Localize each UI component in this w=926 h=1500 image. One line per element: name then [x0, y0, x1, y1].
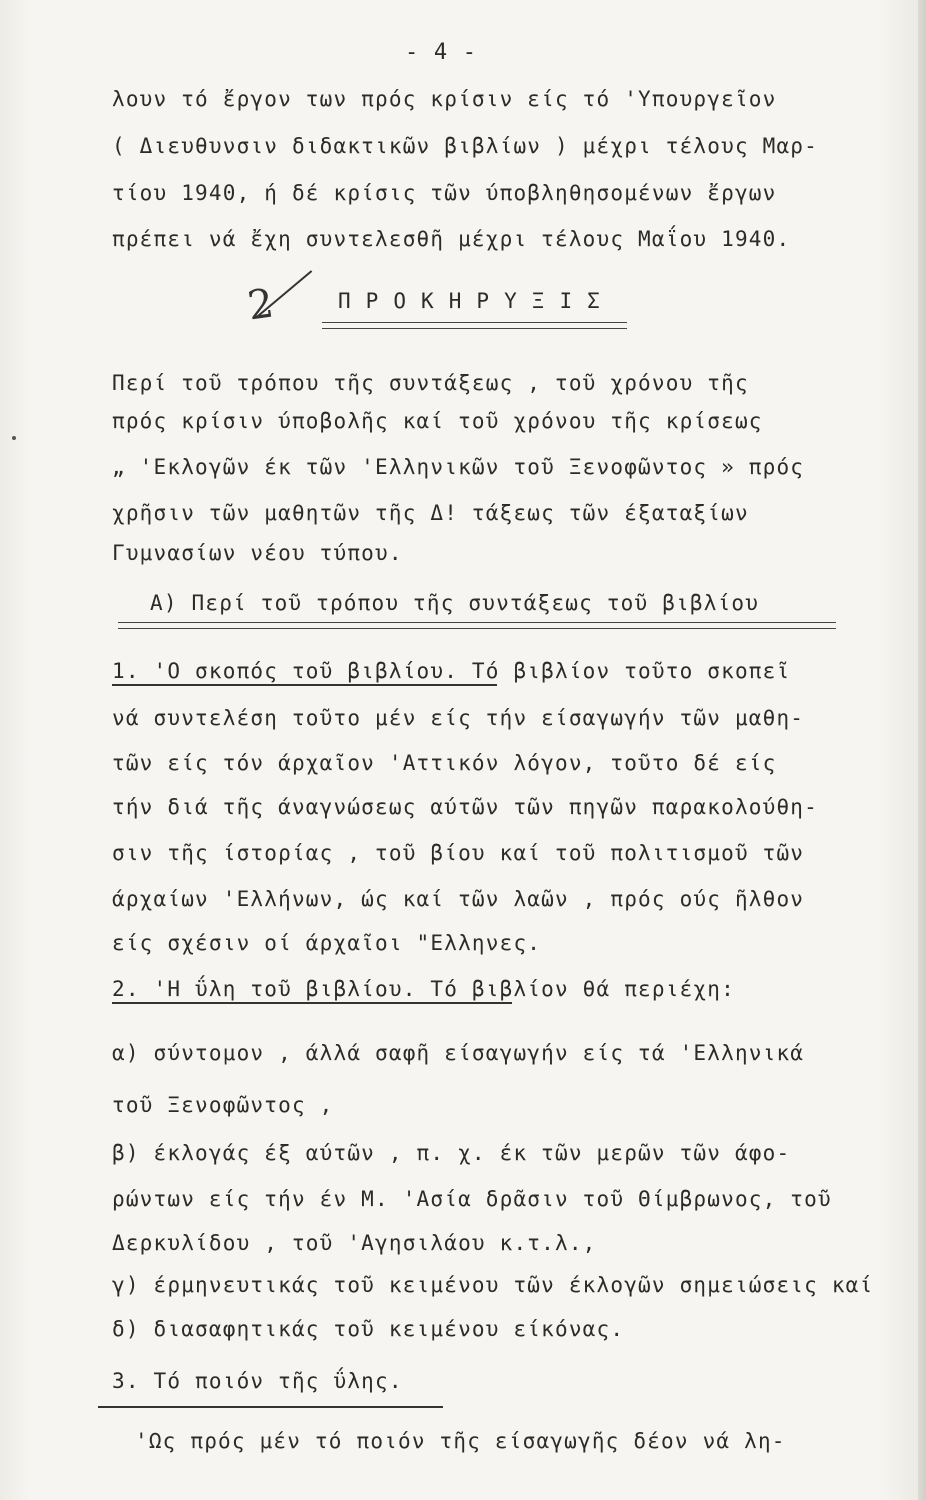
- text-line: είς σχέσιν οί άρχαῖοι "Ελληνες.: [112, 931, 542, 955]
- text-line: γ) έρμηνευτικάς τοῦ κειμένου τῶν έκλογῶν σημειώσεις καί: [112, 1273, 874, 1297]
- announcement-heading: Π Ρ Ο Κ Η Ρ Υ Ξ Ι Σ: [338, 289, 602, 313]
- text-line: πρέπει νά ἔχη συντελεσθῆ μέχρι τέλους Μαΐου 1940.: [112, 227, 791, 251]
- text-line: 3. Τό ποιόν τῆς ΰλης.: [112, 1369, 403, 1393]
- heading-underline: [322, 322, 627, 329]
- subheading-underline: [112, 684, 497, 686]
- text-line: Δερκυλίδου , τοῦ 'Αγησιλάου κ.τ.λ.,: [112, 1231, 597, 1255]
- subheading-underline: [112, 1002, 512, 1004]
- text-line: τοῦ Ξενοφῶντος ,: [112, 1093, 334, 1117]
- text-line: άρχαίων 'Ελλήνων, ώς καί τῶν λαῶν , πρός ούς ῆλθον: [112, 887, 805, 911]
- text-line: τίου 1940, ή δέ κρίσις τῶν ύποβληθησομένων ἔργων: [112, 181, 777, 205]
- text-line: „ 'Εκλογῶν έκ τῶν 'Ελληνικῶν τοῦ Ξενοφῶντος » πρός: [112, 455, 805, 479]
- text-line: λουν τό ἔργον των πρός κρίσιν είς τό 'Υπουργεῖον: [112, 87, 777, 111]
- text-line: ρώντων είς τήν έν Μ. 'Ασία δρᾶσιν τοῦ Θίμβρωνος, τοῦ: [112, 1187, 832, 1211]
- text-line: α) σύντομον , άλλά σαφῆ είσαγωγήν είς τά 'Ελληνικά: [112, 1041, 805, 1065]
- section-underline: [118, 622, 836, 629]
- text-line: δ) διασαφητικάς τοῦ κειμένου είκόνας.: [112, 1317, 625, 1341]
- text-line: πρός κρίσιν ύποβολῆς καί τοῦ χρόνου τῆς κρίσεως: [112, 409, 763, 433]
- text-line: 'Ως πρός μέν τό ποιόν τῆς είσαγωγῆς δέον νά λη-: [135, 1429, 786, 1453]
- page-number: - 4 -: [405, 40, 478, 65]
- handwritten-mark: 2: [244, 280, 277, 330]
- subheading-underline: [98, 1406, 443, 1408]
- text-line: 1. 'Ο σκοπός τοῦ βιβλίου. Τό βιβλίον τοῦτο σκοπεῖ: [112, 659, 791, 683]
- margin-dot: [12, 436, 16, 440]
- text-line: Γυμνασίων νέου τύπου.: [112, 541, 403, 565]
- text-line: νά συντελέση τοῦτο μέν είς τήν είσαγωγήν τῶν μαθη-: [112, 706, 805, 730]
- text-line: τήν διά τῆς άναγνώσεως αύτῶν τῶν πηγῶν παρακολούθη-: [112, 795, 818, 819]
- text-line: χρῆσιν τῶν μαθητῶν τῆς Δ! τάξεως τῶν έξαταξίων: [112, 501, 749, 525]
- text-line: 2. 'Η ΰλη τοῦ βιβλίου. Τό βιβλίον θά περιέχη:: [112, 977, 735, 1001]
- text-line: β) έκλογάς έξ αύτῶν , π. χ. έκ τῶν μερῶν τῶν άφο-: [112, 1141, 791, 1165]
- text-line: ( Διευθυνσιν διδακτικῶν βιβλίων ) μέχρι τέλους Μαρ-: [112, 134, 818, 158]
- text-line: σιν τῆς ίστορίας , τοῦ βίου καί τοῦ πολιτισμοῦ τῶν: [112, 841, 805, 865]
- text-line: τῶν είς τόν άρχαῖον 'Αττικόν λόγον, τοῦτο δέ είς: [112, 751, 777, 775]
- section-heading: Α) Περί τοῦ τρόπου τῆς συντάξεως τοῦ βιβλίου: [150, 591, 760, 615]
- text-line: Περί τοῦ τρόπου τῆς συντάξεως , τοῦ χρόνου τῆς: [112, 371, 749, 395]
- binding-edge: [918, 0, 926, 1500]
